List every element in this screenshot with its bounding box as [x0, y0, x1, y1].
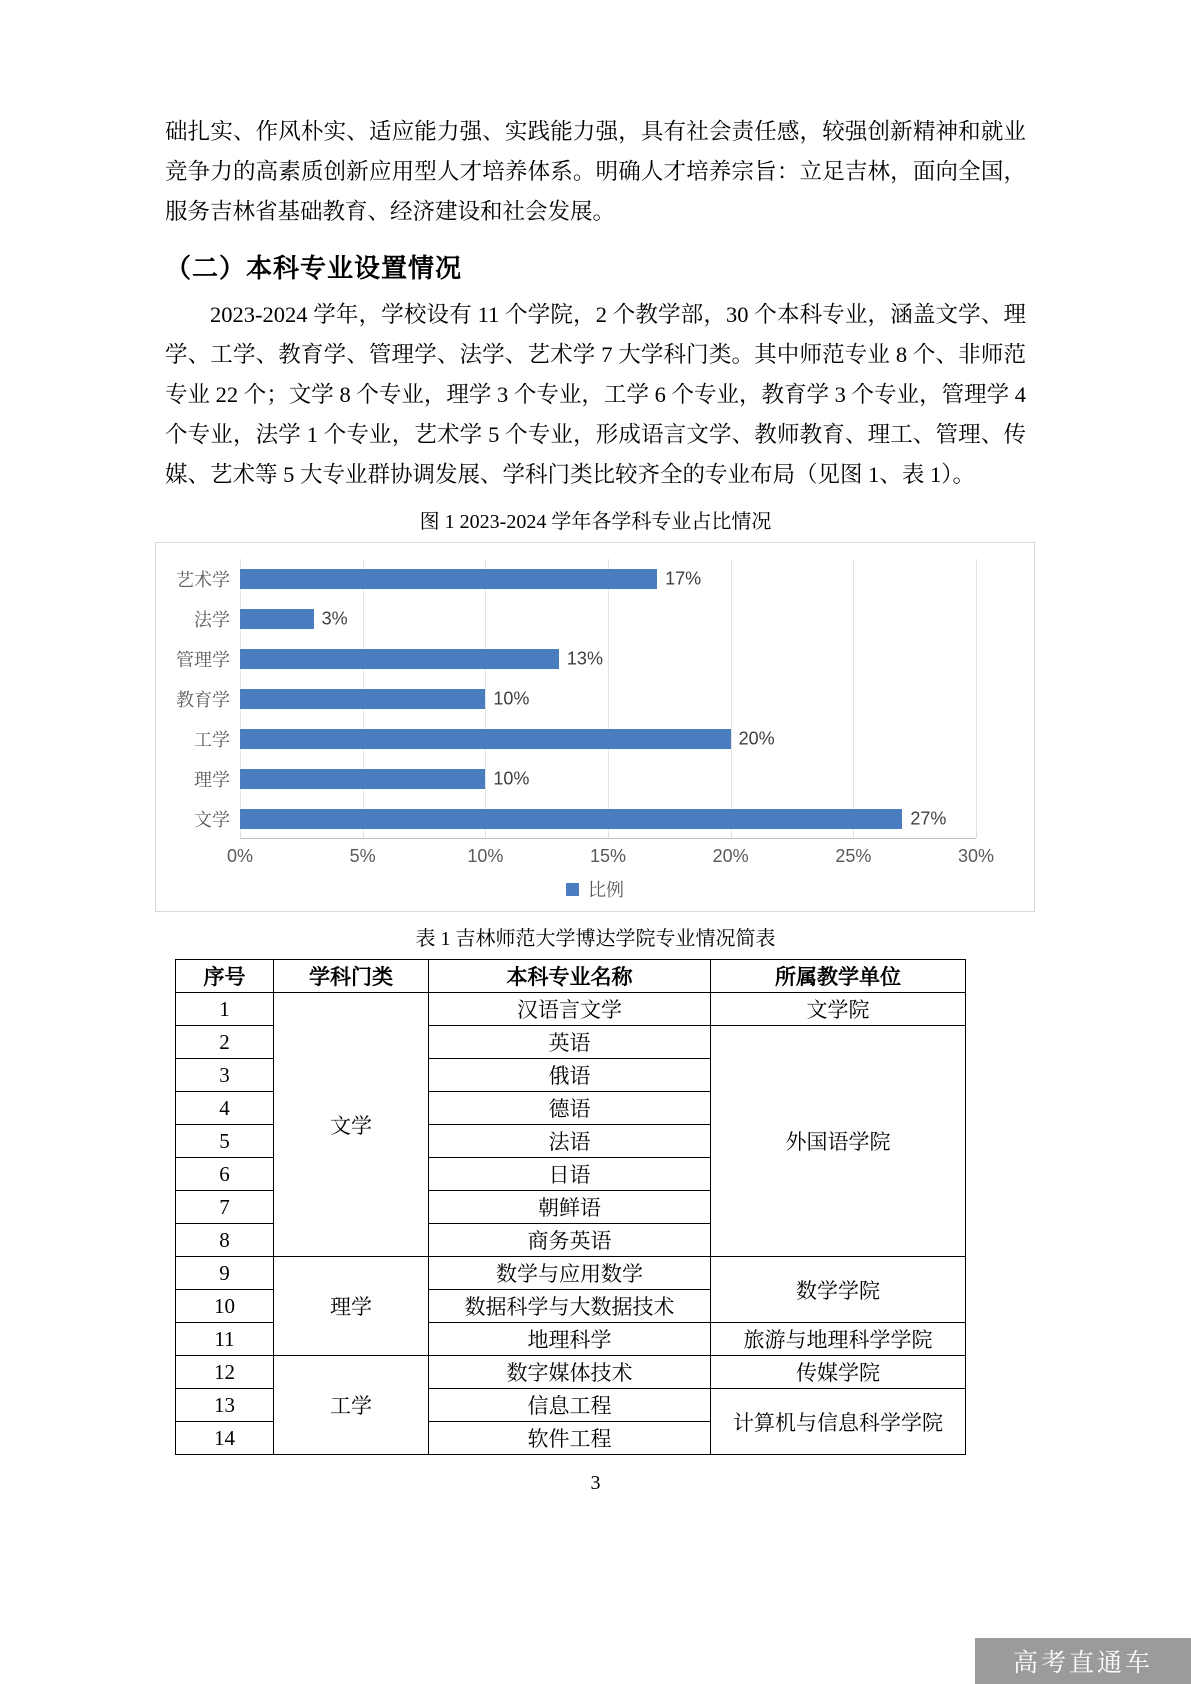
bar-row [168, 759, 976, 799]
value-label: 10% [493, 768, 530, 789]
category-label: 艺术学 [176, 570, 230, 590]
table-header-cell: 所属教学单位 [711, 960, 966, 993]
table-row [176, 993, 966, 1026]
table-cell: 12 [176, 1356, 274, 1389]
x-tick-label: 15% [589, 846, 627, 866]
table-header-row [176, 960, 966, 993]
bar [240, 609, 314, 629]
table-cell: 数字媒体技术 [429, 1356, 711, 1389]
table-cell: 地理科学 [429, 1323, 711, 1356]
table-cell: 13 [176, 1389, 274, 1422]
table-cell: 传媒学院 [711, 1356, 966, 1389]
bar [240, 769, 485, 789]
x-tick-label: 30% [957, 846, 995, 866]
table-cell: 德语 [429, 1092, 711, 1125]
table-cell: 俄语 [429, 1059, 711, 1092]
table-cell: 文学 [274, 993, 429, 1257]
table-cell: 软件工程 [429, 1422, 711, 1455]
body-paragraph: 2023-2024 学年，学校设有 11 个学院，2 个教学部，30 个本科专业，涵盖文学、理学、工学、教育学、管理学、法学、艺术学 7 大学科门类。其中师范专业 8 个、非师范专业 22 个；文学 8 个专业，理学 3 个专业，工学 6 个专业，教育学 3 个专业，管理学 4 个专业，法学 1 个专业，艺术学 5 个专业，形成语言文学、教师教育、理工、管理、传媒、艺术等 5 大专业群协调发展、学科门类比较齐全的专业布局（见图 1、表 1）。 [165, 302, 1026, 487]
table-cell: 9 [176, 1257, 274, 1290]
bar-row [168, 559, 976, 599]
figure-caption: 图 1 2023-2024 学年各学科专业占比情况 [419, 511, 772, 533]
value-label: 27% [910, 808, 947, 829]
bar-row [168, 719, 976, 759]
table-cell: 计算机与信息科学学院 [711, 1389, 966, 1455]
chart-x-axis [226, 839, 995, 869]
table-row [176, 1356, 966, 1389]
bar-track [240, 729, 976, 749]
category-label: 文学 [194, 810, 230, 830]
table-header-cell: 序号 [176, 960, 274, 993]
table-cell: 数据科学与大数据技术 [429, 1290, 711, 1323]
table-cell: 3 [176, 1059, 274, 1092]
table-cell: 汉语言文学 [429, 993, 711, 1026]
table-cell: 法语 [429, 1125, 711, 1158]
table-cell: 信息工程 [429, 1389, 711, 1422]
value-label: 17% [665, 568, 702, 589]
page-number: 3 [590, 1472, 601, 1494]
bar-track [240, 689, 976, 709]
bar-row [168, 639, 976, 679]
table-cell: 2 [176, 1026, 274, 1059]
table-body [176, 993, 966, 1455]
bar-row [168, 799, 976, 839]
table-cell: 商务英语 [429, 1224, 711, 1257]
table-header-cell: 学科门类 [274, 960, 429, 993]
table-cell: 7 [176, 1191, 274, 1224]
bar-chart-rows [168, 559, 976, 839]
chart-plot-area [168, 559, 976, 839]
table-cell: 工学 [274, 1356, 429, 1455]
value-label: 20% [738, 728, 775, 749]
table-row [176, 1257, 966, 1290]
body-paragraph: 础扎实、作风朴实、适应能力强、实践能力强，具有社会责任感，较强创新精神和就业竞争力的高素质创新应用型人才培养体系。明确人才培养宗旨：立足吉林，面向全国，服务吉林省基础教育、经济建设和社会发展。 [165, 119, 1026, 224]
table-cell: 英语 [429, 1026, 711, 1059]
x-tick-label: 20% [712, 846, 749, 866]
legend-label: 比例 [588, 880, 624, 900]
value-label: 13% [566, 648, 603, 669]
chart-legend [168, 877, 1022, 901]
category-label: 管理学 [176, 650, 230, 670]
bar [240, 689, 485, 709]
table-cell: 数学学院 [711, 1257, 966, 1323]
table-cell: 10 [176, 1290, 274, 1323]
bar [240, 729, 731, 749]
x-tick-label: 25% [835, 846, 872, 866]
majors-table [175, 959, 966, 1455]
bar-track [240, 569, 976, 589]
table-cell: 8 [176, 1224, 274, 1257]
bar-row [168, 679, 976, 719]
table-cell: 5 [176, 1125, 274, 1158]
document-content [165, 112, 1026, 1455]
bar [240, 649, 559, 669]
section-heading: （二）本科专业设置情况 [165, 253, 463, 283]
category-label: 工学 [194, 730, 230, 750]
table-cell: 日语 [429, 1158, 711, 1191]
table-header-cell: 本科专业名称 [429, 960, 711, 993]
table-cell: 1 [176, 993, 274, 1026]
legend-swatch-icon [566, 883, 579, 896]
bar [240, 569, 657, 589]
table-cell: 14 [176, 1422, 274, 1455]
table-cell: 文学院 [711, 993, 966, 1026]
bar-track [240, 609, 976, 629]
bar-track [240, 649, 976, 669]
bar-row [168, 599, 976, 639]
value-label: 3% [321, 608, 348, 629]
category-label: 法学 [194, 610, 230, 630]
table-cell: 朝鲜语 [429, 1191, 711, 1224]
table-cell: 4 [176, 1092, 274, 1125]
bar-track [240, 769, 976, 789]
table-cell: 旅游与地理科学学院 [711, 1323, 966, 1356]
table-cell: 理学 [274, 1257, 429, 1356]
watermark-badge: 高考直通车 [975, 1638, 1191, 1684]
bar [240, 809, 902, 829]
table-cell: 6 [176, 1158, 274, 1191]
x-tick-label: 5% [349, 846, 376, 866]
gridline [976, 559, 977, 838]
chart-figure [155, 542, 1035, 912]
category-label: 教育学 [176, 690, 230, 710]
bar-track [240, 809, 976, 829]
category-label: 理学 [194, 770, 230, 790]
value-label: 10% [493, 688, 530, 709]
x-tick-label: 0% [226, 846, 254, 866]
table-caption: 表 1 吉林师范大学博达学院专业情况简表 [415, 928, 776, 950]
table-cell: 外国语学院 [711, 1026, 966, 1257]
table-cell: 数学与应用数学 [429, 1257, 711, 1290]
table-cell: 11 [176, 1323, 274, 1356]
x-tick-label: 10% [467, 846, 504, 866]
